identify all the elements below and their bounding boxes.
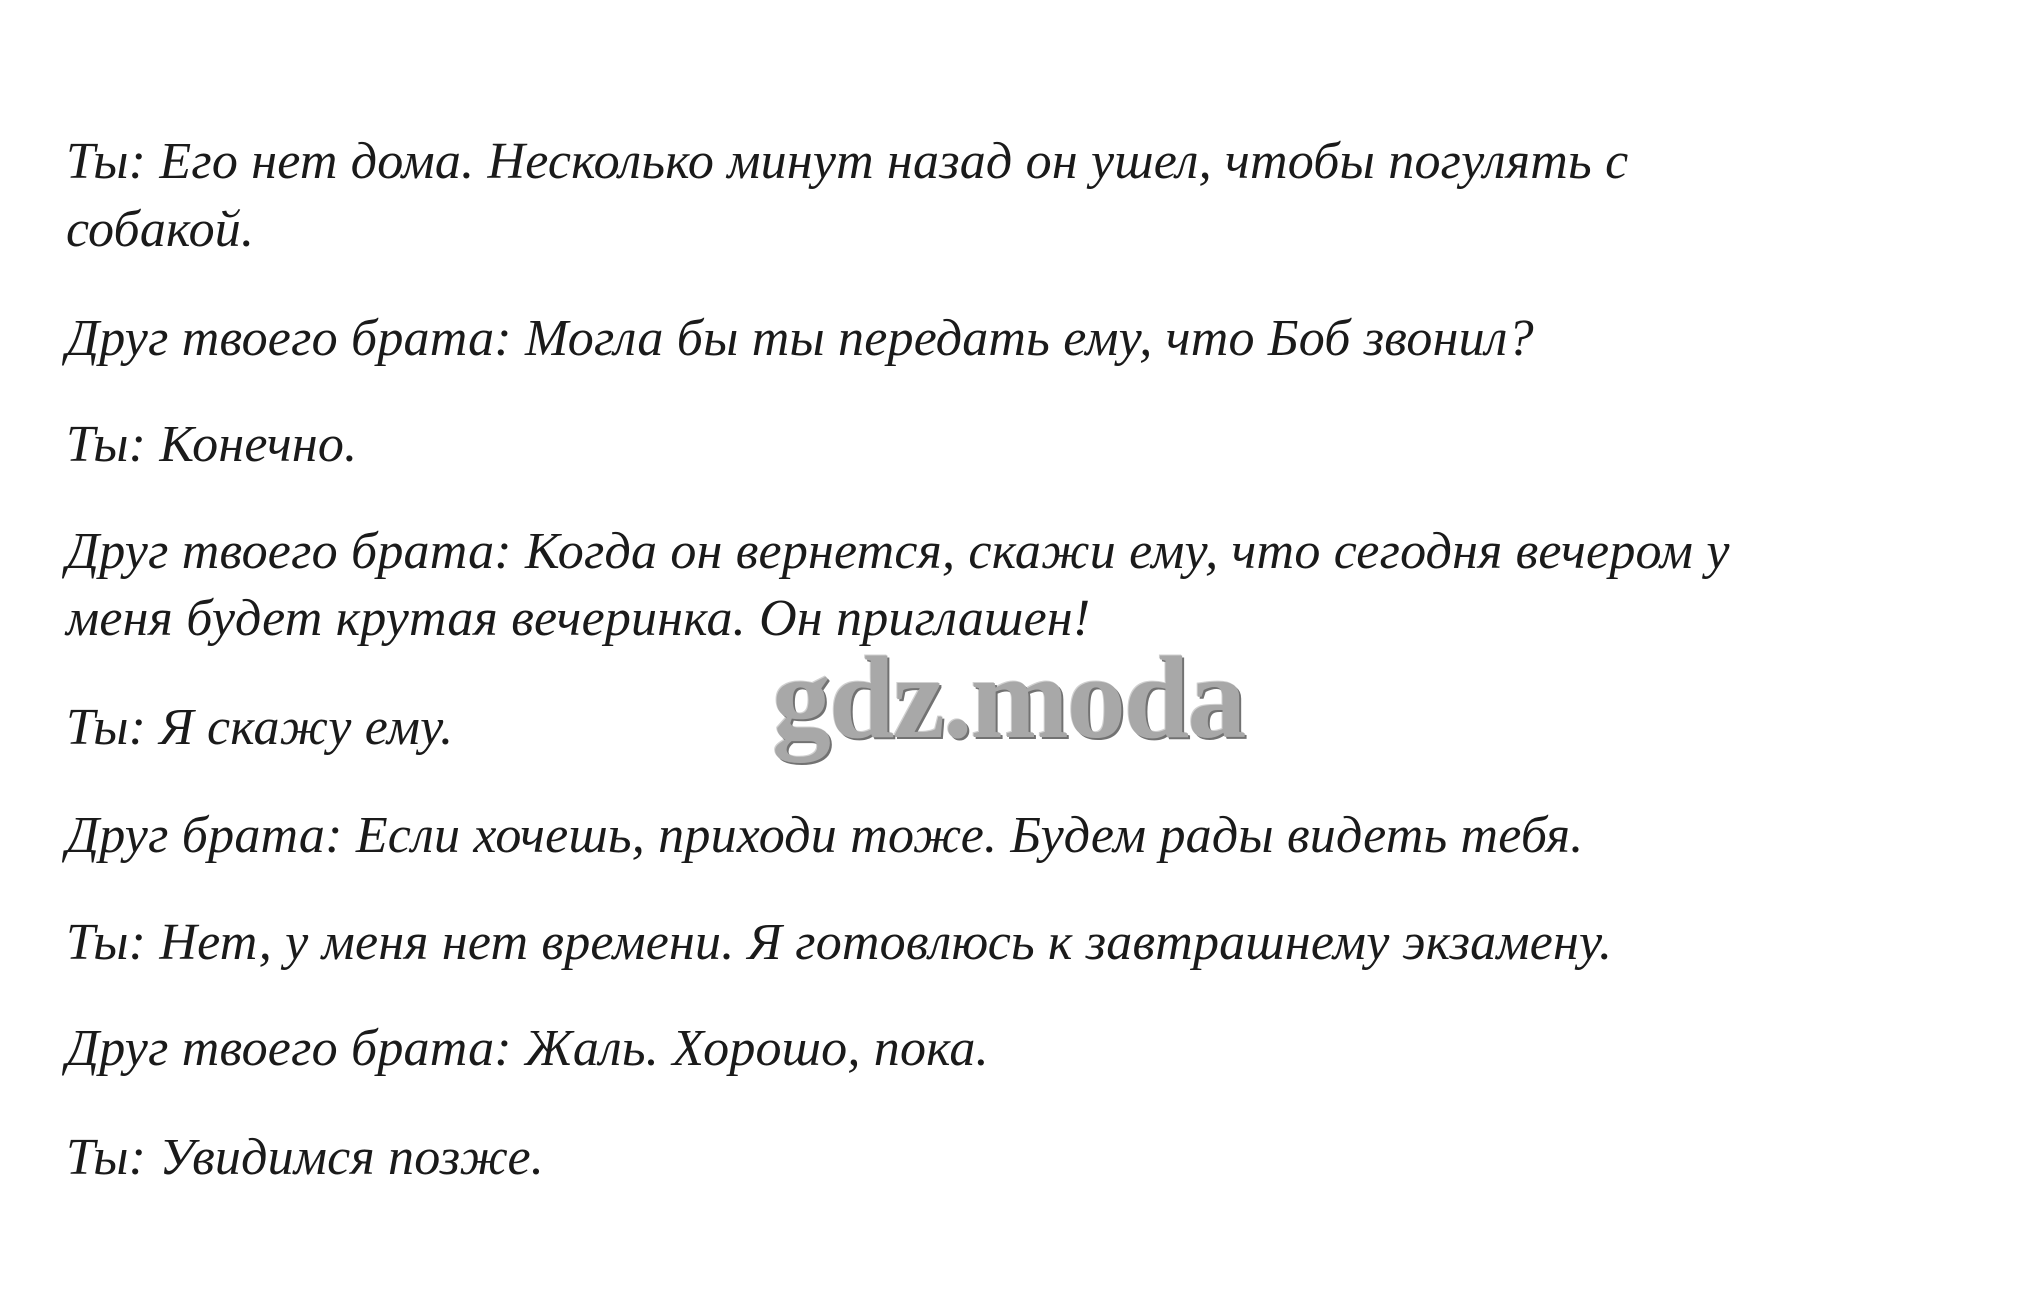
dialogue-line: Друг твоего брата: Могла бы ты передать ему, что Боб звонил? xyxy=(66,310,1534,367)
dialogue-line: Друг твоего брата: Когда он вернется, скажи ему, что сегодня вечером у xyxy=(66,523,1730,580)
dialogue-line: Ты: Нет, у меня нет времени. Я готовлюсь к завтрашнему экзамену. xyxy=(66,914,1613,971)
dialogue-line: Ты: Увидимся позже. xyxy=(66,1129,544,1186)
dialogue-line: Ты: Его нет дома. Несколько минут назад он ушел, чтобы погулять с xyxy=(66,133,1629,190)
dialogue-line: Ты: Конечно. xyxy=(66,416,358,473)
dialogue-line: Друг брата: Если хочешь, приходи тоже. Будем рады видеть тебя. xyxy=(66,807,1584,864)
dialogue-line: собакой. xyxy=(66,201,255,258)
watermark: gdz.moda xyxy=(772,632,1245,763)
dialogue-line: Друг твоего брата: Жаль. Хорошо, пока. xyxy=(66,1020,989,1077)
dialogue-line: Ты: Я скажу ему. xyxy=(66,699,454,756)
dialogue-line: меня будет крутая вечеринка. Он приглашен! xyxy=(66,590,1091,647)
